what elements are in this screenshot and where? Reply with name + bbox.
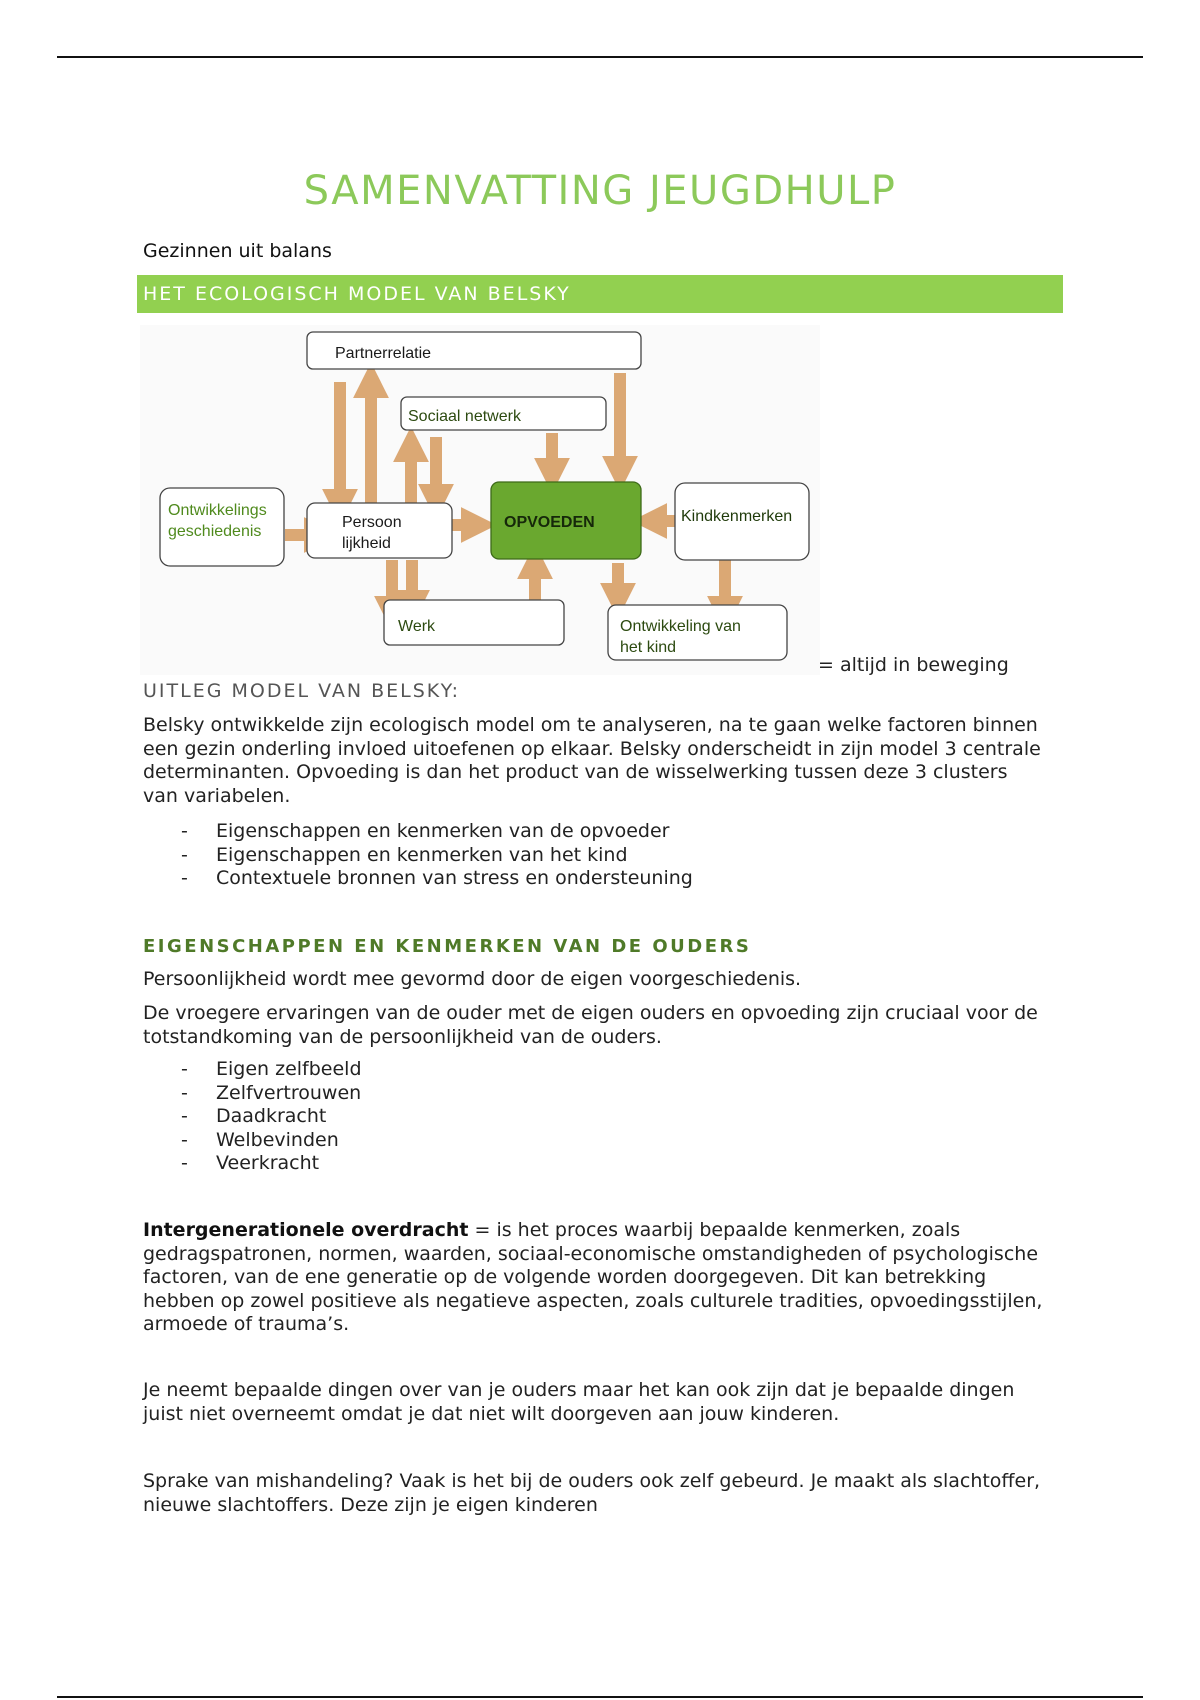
uitleg-paragraph: Belsky ontwikkelde zijn ecologisch model om te analyseren, na te gaan welke factoren binnen een gezin onderling invloed uitoefenen op elkaar. Belsky onderscheidt in zijn model 3 centrale determinanten. Opvoeding is dan het product van de wisselwerking tussen deze 3 clusters van variabelen. <box>143 714 1041 807</box>
ouders-list <box>176 1058 362 1176</box>
ouders-paragraph-1: Persoonlijkheid wordt mee gevormd door de eigen voorgeschiedenis. <box>143 968 802 990</box>
list-item: - Veerkracht <box>176 1152 362 1176</box>
list-item: - Zelfvertrouwen <box>176 1082 362 1106</box>
overnemen-paragraph: Je neemt bepaalde dingen over van je ouders maar het kan ook zijn dat je bepaalde dingen juist niet overneemt omdat je dat niet wilt doorgeven aan jouw kinderen. <box>143 1379 1015 1425</box>
label-partnerrelatie: Partnerrelatie <box>335 345 432 362</box>
belsky-diagram-svg <box>140 325 820 675</box>
label-persoon-2: lijkheid <box>342 535 391 552</box>
heading-uitleg: UITLEG MODEL VAN BELSKY: <box>143 680 461 702</box>
ouders-paragraph-2: De vroegere ervaringen van de ouder met de eigen ouders en opvoeding zijn cruciaal voor de totstandkoming van de persoonlijkheid van de ouders. <box>143 1002 1038 1048</box>
section-heading-belsky: HET ECOLOGISCH MODEL VAN BELSKY <box>137 275 1063 313</box>
uitleg-list <box>176 820 693 891</box>
diagram-caption: = altijd in beweging <box>818 654 1009 676</box>
page-title: SAMENVATTING JEUGDHULP <box>303 167 897 214</box>
label-ontwikkelings-1: Ontwikkelings <box>168 502 267 519</box>
label-persoon-1: Persoon <box>342 514 402 531</box>
subtitle: Gezinnen uit balans <box>143 240 332 262</box>
label-ontwikkeling-kind-1: Ontwikkeling van <box>620 618 741 635</box>
heading-ouders: EIGENSCHAPPEN EN KENMERKEN VAN DE OUDERS <box>143 936 752 957</box>
label-ontwikkelings-2: geschiedenis <box>168 523 262 540</box>
belsky-diagram <box>140 325 820 675</box>
list-item: - Eigenschappen en kenmerken van het kind <box>176 844 693 868</box>
list-item: - Daadkracht <box>176 1105 362 1129</box>
intergenerationele-paragraph <box>143 1219 1043 1337</box>
label-ontwikkeling-kind-2: het kind <box>620 639 677 656</box>
page-bottom-rule <box>57 1696 1143 1698</box>
list-item: - Contextuele bronnen van stress en ondersteuning <box>176 867 693 891</box>
list-item: - Welbevinden <box>176 1129 362 1153</box>
intergenerationele-definition: = is het proces waarbij bepaalde kenmerken, zoals gedragspatronen, normen, waarden, sociaal-economische omstandigheden of psychologische factoren, van de ene generatie op de volgende worden doorgegeven. Dit kan betrekking hebben op zowel positieve als negatieve aspecten, zoals culturele tradities, opvoedingsstijlen, armoede of trauma’s. <box>143 1219 1043 1335</box>
intergenerationele-term: Intergenerationele overdracht <box>143 1219 469 1241</box>
label-sociaal-netwerk: Sociaal netwerk <box>408 408 521 425</box>
label-kindkenmerken: Kindkenmerken <box>681 508 793 525</box>
list-item: - Eigen zelfbeeld <box>176 1058 362 1082</box>
list-item: - Eigenschappen en kenmerken van de opvoeder <box>176 820 693 844</box>
mishandeling-paragraph: Sprake van mishandeling? Vaak is het bij de ouders ook zelf gebeurd. Je maakt als slachtoffer, nieuwe slachtoffers. Deze zijn je eigen kinderen <box>143 1470 1041 1516</box>
page-top-rule <box>57 56 1143 58</box>
label-werk: Werk <box>398 618 436 635</box>
label-opvoeden: OPVOEDEN <box>504 514 595 531</box>
